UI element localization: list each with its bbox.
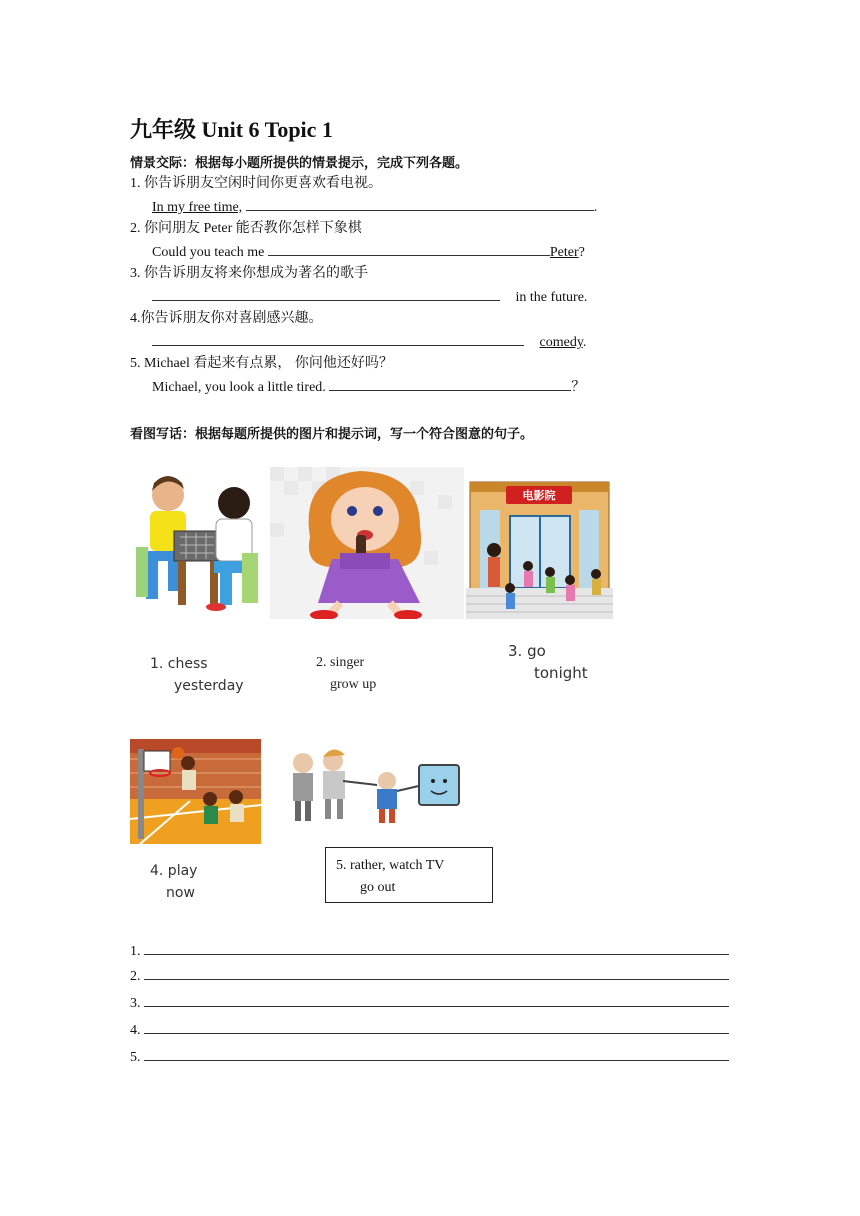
q4-answer-line	[152, 333, 586, 352]
caption-4-word2: now	[166, 885, 195, 901]
q3-prompt: 3. 你告诉朋友将来你想成为著名的歌手	[130, 266, 368, 281]
answer-blank-5[interactable]	[144, 1048, 729, 1061]
caption-5-word1: 5. rather, watch TV	[336, 858, 445, 873]
caption-1-word1: 1. chess	[150, 656, 208, 672]
page-title: 九年级 Unit 6 Topic 1	[130, 117, 333, 142]
caption-2-word1: 2. singer	[316, 655, 365, 670]
answer-line-4	[130, 1021, 729, 1039]
q4-blank[interactable]	[152, 333, 524, 346]
q4-suffix: comedy	[539, 335, 583, 350]
cinema-sign: 电影院	[522, 489, 556, 502]
answer-number-4: 4.	[130, 1023, 141, 1038]
q2-blank[interactable]	[268, 243, 550, 256]
q1-blank[interactable]	[246, 198, 594, 211]
q5-prompt: 5. Michael 看起来有点累， 你问他还好吗？	[130, 356, 393, 371]
q2-prefix: Could you teach me	[152, 245, 265, 260]
q4-prompt: 4.你告诉朋友你对喜剧感兴趣。	[130, 311, 323, 326]
caption-2-word2: grow up	[330, 677, 377, 692]
caption-4-word1: 4. play	[150, 863, 198, 879]
answer-number-1: 1.	[130, 944, 141, 959]
q5-end: ？	[571, 380, 586, 395]
q1-prefix: In my free time,	[152, 200, 243, 215]
q2-prompt: 2. 你问朋友 Peter 能否教你怎样下象棋	[130, 221, 362, 236]
answer-line-2	[130, 967, 729, 985]
answer-line-5	[130, 1048, 729, 1066]
q5-prefix: Michael, you look a little tired.	[152, 380, 326, 395]
caption-3-word2: tonight	[534, 664, 588, 682]
q2-suffix: Peter	[549, 245, 579, 260]
picture-watch-tv	[285, 741, 465, 827]
q1-prompt: 1. 你告诉朋友空闲时间你更喜欢看电视。	[130, 176, 382, 191]
answer-line-1	[130, 942, 729, 960]
answer-number-3: 3.	[130, 996, 141, 1011]
picture-chess	[130, 467, 268, 619]
answer-blank-4[interactable]	[144, 1021, 729, 1034]
q1-answer-line	[152, 198, 597, 217]
q2-answer-line	[152, 243, 585, 262]
caption-5-word2: go out	[360, 880, 396, 895]
answer-number-2: 2.	[130, 969, 141, 984]
q5-blank[interactable]	[329, 378, 571, 391]
picture-cinema	[466, 480, 613, 619]
q3-suffix: in the future.	[515, 290, 588, 305]
q3-answer-line	[152, 288, 587, 307]
answer-blank-3[interactable]	[144, 994, 729, 1007]
caption-3-word1: 3. go	[508, 642, 546, 660]
answer-line-3	[130, 994, 729, 1012]
q3-blank[interactable]	[152, 288, 500, 301]
answer-blank-2[interactable]	[144, 967, 729, 980]
q4-end: .	[582, 335, 587, 350]
q2-end: ?	[578, 245, 585, 260]
q1-suffix: .	[593, 200, 598, 215]
answer-number-5: 5.	[130, 1050, 141, 1065]
q5-answer-line	[152, 378, 585, 397]
answer-blank-1[interactable]	[144, 942, 729, 955]
picture-singer	[270, 467, 464, 619]
caption-1-word2: yesterday	[174, 678, 244, 694]
section1-heading: 情景交际：根据每小题所提供的情景提示，完成下列各题。	[130, 156, 469, 171]
picture-basketball	[130, 739, 261, 844]
caption-5-box	[325, 847, 493, 903]
section2-heading: 看图写话：根据每题所提供的图片和提示词，写一个符合图意的句子。	[130, 427, 534, 442]
